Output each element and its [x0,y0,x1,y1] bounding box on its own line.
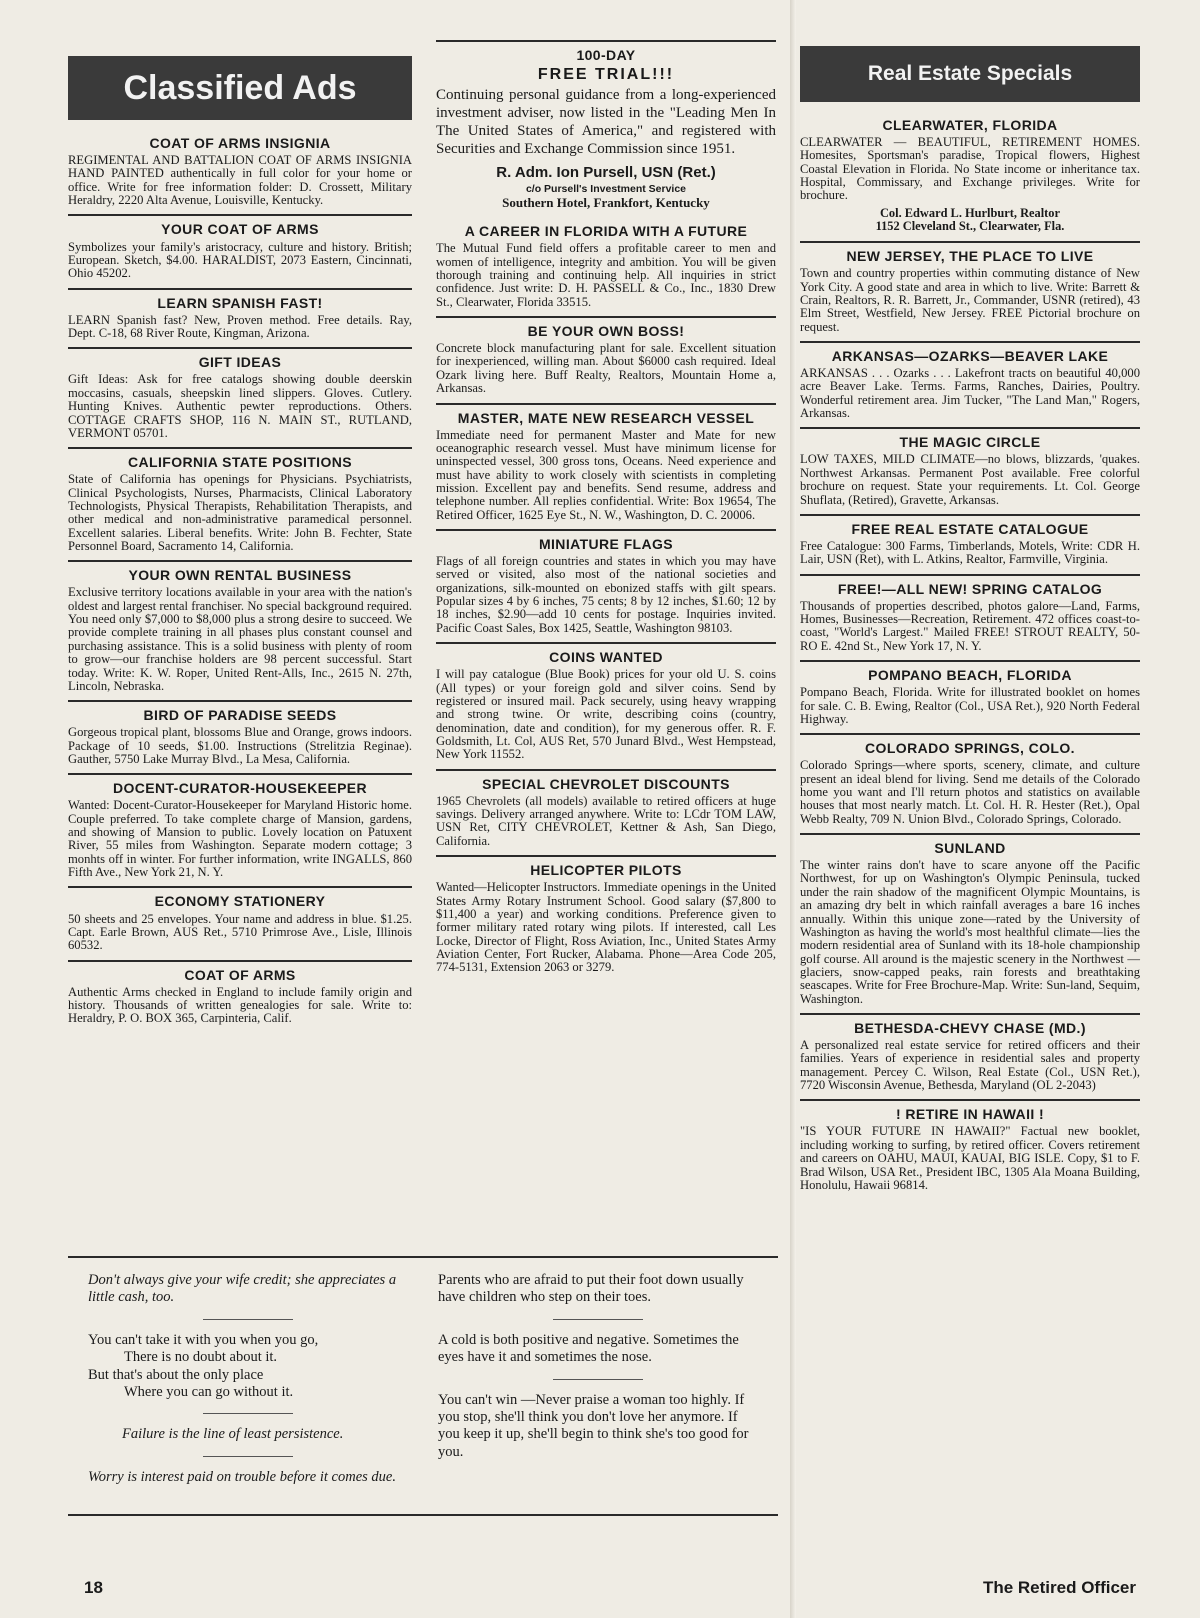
divider [553,1379,643,1380]
ad-body: Authentic Arms checked in England to include family origin and history. Thousands of written genealogies for sale. Write to: Heraldry, P. O. BOX 365, Carpinteria, Calif. [68,984,412,1026]
divider [203,1319,293,1320]
classified-ad [800,833,1140,1013]
ad-heading: COINS WANTED [549,649,663,666]
ad-heading: 100-DAY [576,47,636,63]
filler-quip: You can't win —Never praise a woman too highly. If you stop, she'll think you don't love her anymore. If you keep it up, she'll begin to think she's too good for you. [438,1391,749,1460]
classified-ad [800,241,1140,341]
ad-body: Gift Ideas: Ask for free catalogs showing double deerskin moccasins, casuals, sheepskin lined slippers. Gloves. Cutlery. Hunting Knives. Authentic pewter reproductions. Others. COTTAGE CRAFTS SHOP, 116 N. MAIN ST., RUTLAND, VERMONT 05701. [68,372,412,440]
ad-body: A personalized real estate service for retired officers and their families. Years of experience in residential sales and property management. Percey C. Wilson, Real Estate (Col., USN Ret.), 7720 Wisconsin Avenue, Bethesda, Maryland (OL 2-2043) [800,1038,1140,1093]
advertiser-name: R. Adm. Ion Pursell, USN (Ret.) [496,164,716,182]
ad-body: 50 sheets and 25 envelopes. Your name and address in blue. $1.25. Capt. Earle Brown, AUS Ret., 5710 Primrose Ave., Lisle, Illinois 60532. [68,911,412,953]
filler-poem [88,1332,408,1402]
ad-body: Wanted—Helicopter Instructors. Immediate openings in the United States Army Rotary Instrument School. Good salary ($7,800 to $11,400 a year) and working conditions. Preference given to former military rated rotary wing pilots. If interested, call Les Locke, Director of Flight, Ross Aviation, Inc., United States Army Aviation Center, Fort Rucker, Alabama. Phone—Area Code 205, 774-5131, Extension 2063 or 3279. [436,880,776,975]
ad-heading: NEW JERSEY, THE PLACE TO LIVE [846,248,1094,265]
classified-ad [800,660,1140,733]
ad-heading: A CAREER IN FLORIDA WITH A FUTURE [464,223,748,240]
middle-column [436,40,776,982]
classified-ad [68,560,412,700]
classified-ad [68,773,412,886]
filler-box [68,1256,778,1516]
classified-ads-banner: Classified Ads [68,56,412,120]
classified-ads-list [68,130,412,1033]
filler-quip: A cold is both positive and negative. Sometimes the eyes have it and sometimes the nose. [438,1331,739,1366]
ad-body: Thousands of properties described, photos galore—Land, Farms, Homes, Businesses—Recreation, Retirement. 472 offices coast-to-coast, "World's Largest." Mailed FREE! STROUT REALTY, 50-RO E. 42nd St., New York 17, N. Y. [800,598,1140,653]
ad-heading: YOUR OWN RENTAL BUSINESS [128,567,352,584]
classified-ad [68,886,412,959]
advertiser-address: Southern Hotel, Frankfort, Kentucky [502,195,710,211]
ad-contact: 1152 Cleveland St., Clearwater, Fla. [875,219,1065,234]
ad-heading: ! RETIRE IN HAWAII ! [896,1106,1044,1123]
ad-body: Wanted: Docent-Curator-Housekeeper for Maryland Historic home. Couple preferred. To take complete charge of Mansion, gardens, and showing of Mansion to public. Lovely location on Patuxent River, 55 miles from Washington. Separate modern cottage; 3 monhts off in winter. For further information, write INGALLS, 860 Fifth Ave., New York 21, N. Y. [68,798,412,880]
filler-quip: Parents who are afraid to put their foot down usually have children who step on their toes. [438,1272,744,1306]
classified-ad [68,447,412,560]
divider [203,1456,293,1457]
ad-body: Exclusive territory locations available in your area with the nation's oldest and largest rental franchiser. No special background required. You need only $7,000 to $8,000 plus a strong desire to succeed. We provide complete training in all phases plus constant counsel and purchasing assistance. This is a solid business with plenty of room to grow—our franchise holders are 98 percent successful. Start today. Write: K. W. Roper, United Rent-Alls, Inc., 2615 N. 27th, Lincoln, Nebraska. [68,585,412,693]
ad-heading: COAT OF ARMS [184,966,296,983]
ad-body: State of California has openings for Physicians. Psychiatrists, Clinical Psychologists, Nurses, Pharmacists, Clinical Laboratory Technologists, Physical Therapists, Rehabilitation Therapists, and other medical and non-administrative paramedical personnel. Excellent salaries. Liberal benefits. Write: John B. Fechter, State Personnel Board, Sacramento 14, California. [68,472,412,553]
poem-line: Where you can go without it. [124,1383,294,1400]
ad-body: Immediate need for permanent Master and Mate for new oceanographic research vessel. Must have minimum license for uninspected vessel, 300 gross tons, Oceans. Need experience and must have ability to work closely with scientists in completing mission. Excellent pay and benefits. Send resume, address and telephone number. All replies confidential. Write: Box 19654, The Retired Officer, 1625 Eye St., N. W., Washington, D. C. 20006. [436,427,776,522]
classified-ad [800,341,1140,427]
ad-heading: LEARN SPANISH FAST! [157,294,323,311]
ad-heading: ECONOMY STATIONERY [154,893,326,910]
middle-ads-list [436,218,776,981]
ad-heading: GIFT IDEAS [198,354,282,371]
ad-heading: DOCENT-CURATOR-HOUSEKEEPER [112,780,368,797]
classified-ad [68,700,412,773]
classified-ad [800,1013,1140,1099]
ad-heading: COLORADO SPRINGS, COLO. [865,740,1075,757]
classified-ad [436,529,776,642]
ad-body: REGIMENTAL AND BATTALION COAT OF ARMS INSIGNIA HAND PAINTED authentically in full color for your home or office. Write for free information folder: D. Crossett, Military Heraldry, 2220 Alta Avenue, Louisville, Kentucky. [68,153,412,208]
ad-heading: FREE!—ALL NEW! SPRING CATALOG [837,580,1103,597]
ad-body: 1965 Chevrolets (all models) available to retired officers at huge savings. Delivery arranged anywhere. Write to: LCdr TOM LAW, USN Ret, CITY CHEVROLET, Kettner & Ash, San Diego, California. [436,793,776,848]
ad-body: Concrete block manufacturing plant for sale. Excellent situation for inexperienced, willing man. About $6000 cash required. Ideal Ozark living here. Buff Realty, Realtors, Mountain Home a, Arkansas. [436,341,776,396]
ad-heading: THE MAGIC CIRCLE [899,434,1041,451]
classified-ad [68,214,412,287]
ad-heading: POMPANO BEACH, FLORIDA [868,667,1072,684]
classified-ad [68,288,412,348]
poem-line: There is no doubt about it. [124,1349,278,1366]
ad-body: Free Catalogue: 300 Farms, Timberlands, Motels, Write: CDR H. Lair, USN (Ret), with L. Atkins, Realtor, Farmville, Virginia. [800,538,1140,567]
classified-ad [800,574,1140,660]
classified-ad [68,347,412,447]
ad-body: I will pay catalogue (Blue Book) prices for your old U. S. coins (All types) or your foreign gold and silver coins. Send by registered or insured mail. Pack securely, using heavy wrapping and strong twine. Or write, describing coins (country, denomination, date and condition), for my generous offer. R. F. Goldsmith, Lt. Col, AUS Ret, 570 Junard Blvd., West Hempstead, New York 11552. [436,667,776,762]
ad-heading: FREE TRIAL!!! [537,66,675,84]
ad-heading: SPECIAL CHEVROLET DISCOUNTS [482,775,730,792]
filler-quip: Worry is interest paid on trouble before it comes due. [88,1468,396,1485]
ad-body: Town and country properties within commuting distance of New York City. A good state and area in which to live. Write: Barrett & Crain, Realtors, R. R. Barrett, Jr., Commander, USNR (retired), 43 Elm Street, Westfield, New Jersey. FREE Pictorial brochure on request. [800,266,1140,334]
ad-body: LOW TAXES, MILD CLIMATE—no blows, blizzards, 'quakes. Northwest Arkansas. Permanent Post available. Free colorful brochure on request. State your requirements. Lt. Col. George Shuflata, (Retired), Gravette, Arkansas. [800,452,1140,507]
classified-column [68,40,412,1033]
ad-heading: MASTER, MATE NEW RESEARCH VESSEL [457,409,755,426]
filler-column-right [438,1272,758,1461]
ad-body: "IS YOUR FUTURE IN HAWAII?" Factual new booklet, including working to surfing, by retired officer. Covers retirement and careers on OAHU, MAUI, KAUAI, BIG ISLE. Copy, $1 to F. Brad Wilson, USA Ret., President IBC, 1305 Ala Moana Building, Honolulu, Hawaii 96814. [800,1124,1140,1192]
ad-contact: Col. Edward L. Hurlburt, Realtor [879,205,1060,220]
classified-ad [436,316,776,402]
classified-ad [436,642,776,769]
classified-ad [436,403,776,530]
classified-ad [800,1099,1140,1199]
classified-ad [800,112,1140,241]
ad-body: LEARN Spanish fast? New, Proven method. Free details. Ray, Dept. C-18, 68 River Route, Kingman, Arizona. [68,312,412,341]
ad-body: CLEARWATER — BEAUTIFUL, RETIREMENT HOMES. Homesites, Sportsman's paradise, Tropical flowers, Highest Coastal Elevation in Florida. No State income or inheritance tax. Hospital, Commissary, and Exchange privileges. Write for brochure. [800,135,1140,203]
ad-heading: COAT OF ARMS INSIGNIA [149,135,331,151]
ad-body: Flags of all foreign countries and states in which you may have served or visited, also most of the national societies and organizations, silk-mounted on ebonized staffs with gilt spears. Popular sizes 4 by 6 inches, 75 cents; 8 by 12 inches, $1.60; 12 by 18 inches, $2.90—add 10 cents for postage. Inquiries invited. Pacific Coast Sales, Box 1425, Seattle, Washington 98103. [436,554,776,635]
filler-quip: Failure is the line of least persistence. [122,1426,344,1443]
ad-body: ARKANSAS . . . Ozarks . . . Lakefront tracts on beautiful 40,000 acre Beaver Lake. Terms. Farms, Ranches, Dairies, Poultry. Wonderful retirement area. Jim Tucker, "The Land Man," Rogers, Arkansas. [800,366,1140,421]
page-number: 18 [84,1578,103,1597]
ad-body: Pompano Beach, Florida. Write for illustrated booklet on homes for sale. C. B. Ewing, Realtor (Col., USA Ret.), 920 North Federal Highway. [800,685,1140,726]
ad-body: Colorado Springs—where sports, scenery, climate, and culture present an ideal blend for living. Send me details of the Colorado home you want and I'll return photos and statistics on available houses that most nearly match. Lt. Col. H. R. Hester (Ret.), Opal Webb Realty, 709 N. Union Blvd., Colorado Springs, Colorado. [800,758,1140,826]
ad-body: Gorgeous tropical plant, blossoms Blue and Orange, grows indoors. Package of 10 seeds, $1.00. Instructions (Strelitzia Reginae). Gauther, 5750 Lake Murray Blvd., La Mesa, California. [68,725,412,766]
ad-heading: BETHESDA-CHEVY CHASE (MD.) [854,1019,1086,1036]
ad-body: The winter rains don't have to scare anyone off the Pacific Northwest, for up on Washington's Olympic Peninsula, tucked under the rain shadow of the magnificent Olympic Mountains, is an amazing dry belt in which rainfall averages a bare 16 inches annually. Within this unique zone—rated by the University of Washington as having the world's most healthful climate—lies the modern residential area of Sunland with its 18-hole championship golf course. All around is the majestic scenery in the Northwest — glaciers, snow-capped peaks, rain forests and breathtaking seascapes. Write for Free Brochure-Map. Write: Sun-land, Sequim, Washington. [800,858,1140,1006]
advertiser-subtitle: c/o Pursell's Investment Service [525,183,687,196]
poem-line: You can't take it with you when you go, [88,1331,319,1348]
filler-quip: Don't always give your wife credit; she appreciates a little cash, too. [88,1272,397,1306]
ad-heading: MINIATURE FLAGS [538,536,674,553]
classified-ad [68,960,412,1033]
ad-heading: SUNLAND [934,840,1006,857]
ad-heading: CALIFORNIA STATE POSITIONS [127,454,353,471]
ad-heading: BIRD OF PARADISE SEEDS [143,707,337,724]
ad-body: Symbolizes your family's aristocracy, culture and history. British; European. Sketch, $4.00. HARALDIST, 2073 Eastern, Cincinnati, Ohio 45202. [68,239,412,281]
ad-heading: BE YOUR OWN BOSS! [527,323,685,340]
publication-name: The Retired Officer [982,1578,1136,1597]
real-estate-ads-list [800,112,1140,1199]
ad-body: Continuing personal guidance from a long-experienced investment adviser, now listed in the "Leading Men In The United States of America," and registered with Securities and Exchange Commission since 1951. [436,87,776,157]
classified-ad [800,514,1140,574]
classified-ad [68,130,412,214]
poem-line: But that's about the only place [88,1366,264,1383]
ad-heading: FREE REAL ESTATE CATALOGUE [851,520,1089,537]
filler-column-left [88,1272,408,1486]
ad-heading: YOUR COAT OF ARMS [161,221,319,238]
ad-heading: HELICOPTER PILOTS [530,862,682,879]
ad-heading: CLEARWATER, FLORIDA [882,117,1058,133]
real-estate-banner: Real Estate Specials [800,46,1140,102]
classified-ad [436,769,776,855]
classified-ad [800,427,1140,513]
free-trial-ad [436,42,776,218]
page-fold [790,0,796,1618]
classified-ad [800,733,1140,833]
classified-ad [436,218,776,316]
divider [203,1413,293,1414]
ad-body: The Mutual Fund field offers a profitable career to men and women of intelligence, integrity and ambition. You will be given thorough training and continuing help. All inquiries in strict confidence. Just write: D. H. PASSELL & Co., Inc., 1830 Drew St., Clearwater, Florida 33515. [436,241,776,309]
real-estate-column [800,40,1140,1199]
classified-ad [436,855,776,982]
divider [553,1319,643,1320]
ad-heading: ARKANSAS—OZARKS—BEAVER LAKE [831,347,1109,364]
